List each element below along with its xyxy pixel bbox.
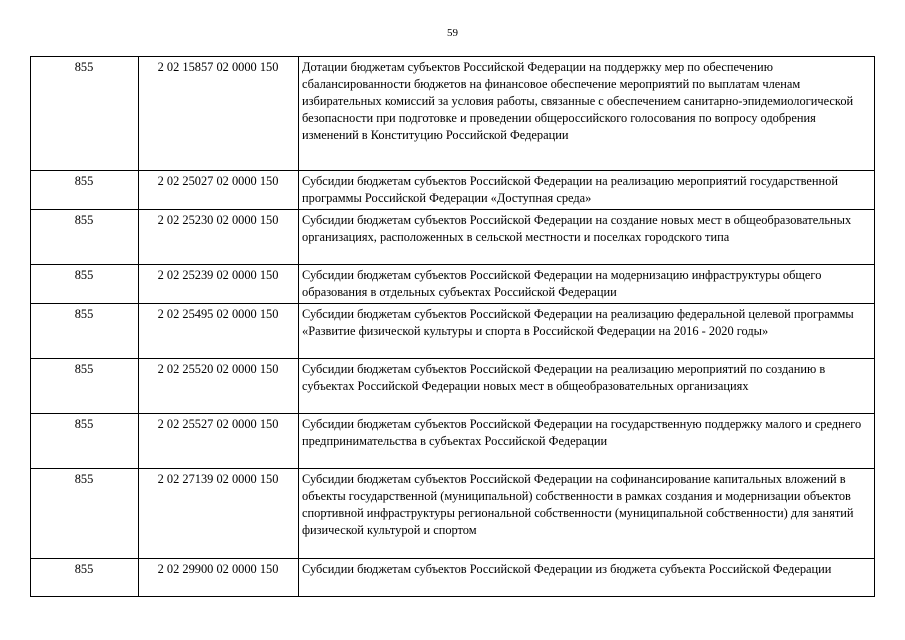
revenue-name-cell: Субсидии бюджетам субъектов Российской Федерации из бюджета субъекта Российской Федерации [299, 559, 875, 597]
revenue-code-cell: 2 02 25230 02 0000 150 [139, 210, 299, 265]
revenue-name-cell: Субсидии бюджетам субъектов Российской Федерации на модернизацию инфраструктуры общего образования в отдельных субъектах Российской Федерации [299, 265, 875, 304]
revenue-name-cell: Субсидии бюджетам субъектов Российской Федерации на реализацию мероприятий государственной программы Российской Федерации «Доступная среда» [299, 171, 875, 210]
revenue-code-cell: 2 02 25520 02 0000 150 [139, 359, 299, 414]
budget-revenue-table [30, 56, 875, 597]
admin-code-cell: 855 [31, 414, 139, 469]
revenue-name-cell: Субсидии бюджетам субъектов Российской Федерации на государственную поддержку малого и среднего предпринимательства в субъектах Российской Федерации [299, 414, 875, 469]
revenue-code-cell: 2 02 29900 02 0000 150 [139, 559, 299, 597]
revenue-code-cell: 2 02 25527 02 0000 150 [139, 414, 299, 469]
revenue-code-cell: 2 02 25027 02 0000 150 [139, 171, 299, 210]
table-row [31, 414, 875, 469]
admin-code-cell: 855 [31, 559, 139, 597]
admin-code-cell: 855 [31, 469, 139, 559]
revenue-code-cell: 2 02 25495 02 0000 150 [139, 304, 299, 359]
admin-code-cell: 855 [31, 210, 139, 265]
admin-code-cell: 855 [31, 304, 139, 359]
admin-code-cell: 855 [31, 359, 139, 414]
table-row [31, 559, 875, 597]
table-row [31, 210, 875, 265]
revenue-code-cell: 2 02 15857 02 0000 150 [139, 57, 299, 171]
revenue-name-cell: Субсидии бюджетам субъектов Российской Федерации на реализацию мероприятий по созданию в субъектах Российской Федерации новых мест в общеобразовательных организациях [299, 359, 875, 414]
table-row [31, 171, 875, 210]
page-number: 59 [447, 27, 458, 39]
table-row [31, 304, 875, 359]
revenue-name-cell: Субсидии бюджетам субъектов Российской Федерации на софинансирование капитальных вложений в объекты государственной (муниципальной) собственности в рамках создания и модернизации объектов спортивной инфраструктуры региональной собственности (муниципальной собственности) для занятий физической культурой и спортом [299, 469, 875, 559]
table-row [31, 359, 875, 414]
table-row [31, 57, 875, 171]
table-row [31, 469, 875, 559]
admin-code-cell: 855 [31, 265, 139, 304]
admin-code-cell: 855 [31, 57, 139, 171]
revenue-code-cell: 2 02 25239 02 0000 150 [139, 265, 299, 304]
revenue-name-cell: Субсидии бюджетам субъектов Российской Федерации на реализацию федеральной целевой программы «Развитие физической культуры и спорта в Российской Федерации на 2016 - 2020 годы» [299, 304, 875, 359]
revenue-code-cell: 2 02 27139 02 0000 150 [139, 469, 299, 559]
admin-code-cell: 855 [31, 171, 139, 210]
revenue-name-cell: Субсидии бюджетам субъектов Российской Федерации на создание новых мест в общеобразовательных организациях, расположенных в сельской местности и поселках городского типа [299, 210, 875, 265]
revenue-name-cell: Дотации бюджетам субъектов Российской Федерации на поддержку мер по обеспечению сбалансированности бюджетов на финансовое обеспечение мероприятий по выплатам членам избирательных комиссий за условия работы, связанные с обеспечением санитарно-эпидемиологической безопасности при подготовке и проведении общероссийского голосования по вопросу одобрения изменений в Конституцию Российской Федерации [299, 57, 875, 171]
table-row [31, 265, 875, 304]
